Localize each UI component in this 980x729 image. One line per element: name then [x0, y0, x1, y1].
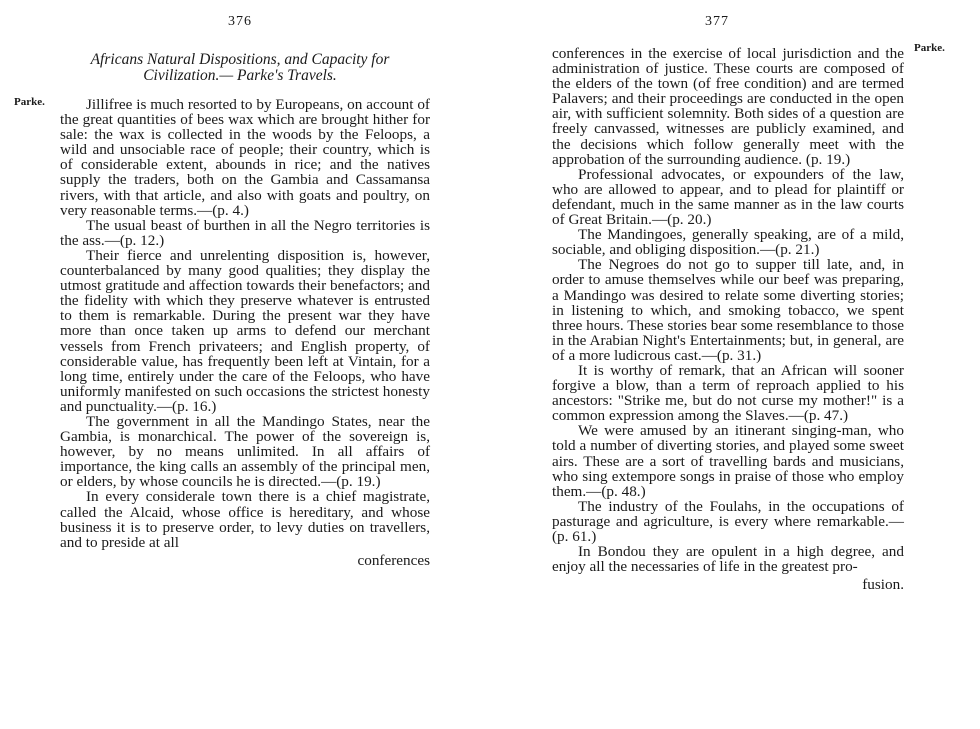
paragraph: The industry of the Foulahs, in the occupations of pasturage and agriculture, is every where remarkable.—(p. 61.) [552, 497, 904, 545]
side-note: Parke. [914, 42, 945, 54]
page-number: 377 [705, 14, 729, 29]
body-text [552, 45, 904, 594]
paragraph: In every considerale town there is a chief magistrate, called the Alcaid, whose office is hereditary, and whose business it is to preserve order, to levy duties on travellers, and to preside at all [60, 488, 430, 551]
paragraph: Professional advocates, or expounders of the law, who are allowed to appear, and to plead for plaintiff or defendant, much in the same manner as in the law courts of Great Britain.—(p. 20.) [552, 165, 904, 229]
page-number: 376 [228, 14, 252, 29]
paragraph: It is worthy of remark, that an African will sooner forgive a blow, than a term of reproach applied to his ancestors: "Strike me, but do not curse my mother!" is a common expression among the Slaves.—(p. 47.) [552, 361, 904, 425]
paragraph: We were amused by an itinerant singing-man, who told a number of diverting stories, and played some sweet airs. These are a sort of travelling bards and musicians, who sing extempore songs in praise of those who employ them.—(p. 48.) [552, 422, 904, 500]
paragraph: In Bondou they are opulent in a high degree, and enjoy all the necessaries of life in the greatest pro- [552, 543, 904, 576]
catchword: conferences [357, 551, 430, 569]
heading-line: Civilization.— Parke's Travels. [143, 67, 337, 84]
paragraph: The government in all the Mandingo States, near the Gambia, is monarchical. The power of the sovereign is, however, by no means unlimited. In all affairs of importance, the king calls an assembly of the principal men, or elders, by whose councils he is directed.—(p. 19.) [60, 412, 430, 491]
heading-line: Africans Natural Dispositions, and Capacity for [90, 51, 390, 68]
page-heading [60, 52, 420, 84]
side-note: Parke. [14, 96, 45, 108]
right-page [490, 0, 980, 729]
paragraph: conferences in the exercise of local jurisdiction and the administration of justice. These courts are composed of the elders of the town (of free condition) and are termed Palavers; and their proceedings are conducted in the open air, with sufficient solemnity. Both sides of a question are freely canvassed, witnesses are publicly examined, and the decisions which follow generally meet with the approbation of the surrounding audience. (p. 19.) [552, 45, 904, 168]
catchword: fusion. [862, 576, 904, 594]
paragraph: The usual beast of burthen in all the Negro territories is the ass.—(p. 12.) [60, 216, 430, 249]
body-text [60, 96, 430, 569]
paragraph: The Negroes do not go to supper till late, and, in order to amuse themselves while our beef was preparing, a Mandingo was desired to relate some diverting stories; in listening to which, and smoking tobacco, we spent three hours. These stories bear some resemblance to those in the Arabian Night's Entertainments; but, in general, are of a more ludicrous cast.—(p. 31.) [552, 256, 904, 364]
paragraph: The Mandingoes, generally speaking, are of a mild, sociable, and obliging disposition.—(p. 21.) [552, 226, 904, 259]
paragraph: Their fierce and unrelenting disposition is, however, counterbalanced by many good qualities; they display the utmost gratitude and affection towards their benefactors; and the fidelity with which they preserve whatever is entrusted to them is remarkable. During the present war they have more than once taken up arms to defend our merchant vessels from French privateers; and English property, of considerable value, has frequently been left at Vintain, for a long time, entirely under the care of the Feloops, who have uniformly manifested on such occasions the strictest honesty and punctuality.—(p. 16.) [60, 246, 430, 415]
paragraph: Jillifree is much resorted to by Europeans, on account of the great quantities of bees wax which are brought hither for sale: the wax is collected in the woods by the Feloops, a wild and unsociable race of people; their country, which is of considerable extent, abounds in rice; and the natives supply the traders, both on the Gambia and Cassamansa rivers, with that article, and also with goats and poultry, on very reasonable terms.—(p. 4.) [60, 96, 430, 219]
